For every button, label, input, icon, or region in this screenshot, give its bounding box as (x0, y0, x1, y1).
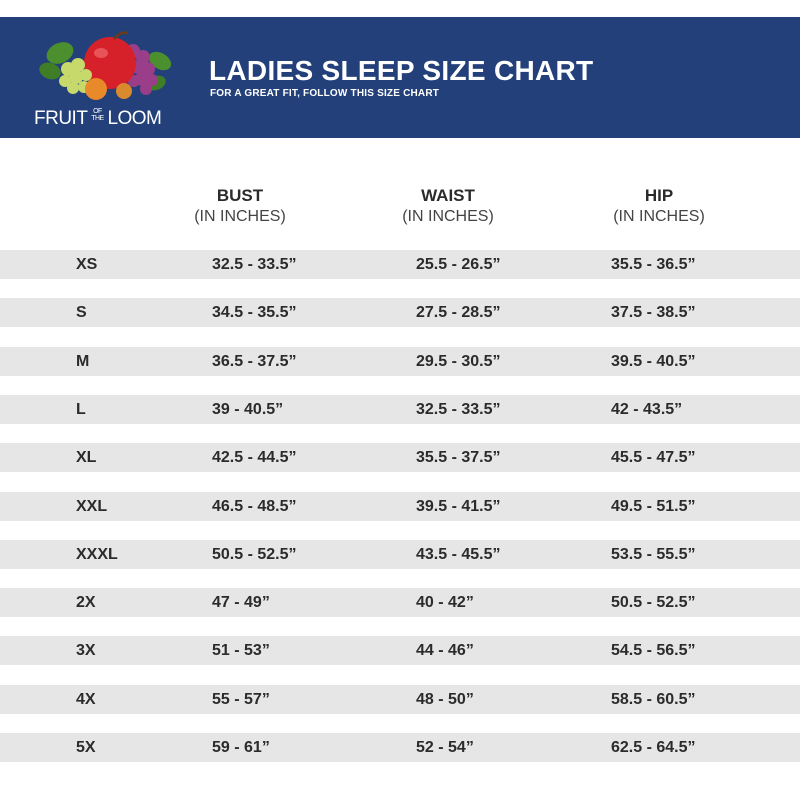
brand-wordmark (34, 108, 161, 130)
size-label: XXXL (76, 546, 118, 563)
size-label: L (76, 401, 86, 418)
table-row (0, 685, 800, 714)
table-row (0, 347, 800, 376)
header-banner (0, 17, 800, 138)
waist-value: 43.5 - 45.5” (416, 546, 501, 563)
waist-value: 25.5 - 26.5” (416, 256, 501, 273)
table-row (0, 492, 800, 521)
column-header-waist (378, 185, 518, 227)
size-label: 4X (76, 691, 96, 708)
size-label: XS (76, 256, 98, 273)
waist-value: 27.5 - 28.5” (416, 304, 501, 321)
table-row (0, 636, 800, 665)
hip-value: 45.5 - 47.5” (611, 449, 696, 466)
bust-value: 59 - 61” (212, 739, 270, 756)
bust-value: 47 - 49” (212, 594, 270, 611)
bust-value: 42.5 - 44.5” (212, 449, 297, 466)
hip-value: 54.5 - 56.5” (611, 642, 696, 659)
brand-word-ofthe (87, 108, 107, 122)
bust-value: 55 - 57” (212, 691, 270, 708)
bust-value: 46.5 - 48.5” (212, 498, 297, 515)
column-unit: (IN INCHES) (402, 208, 494, 225)
page-title: LADIES SLEEP SIZE CHART (209, 55, 594, 86)
hip-value: 58.5 - 60.5” (611, 691, 696, 708)
bust-value: 50.5 - 52.5” (212, 546, 297, 563)
size-label: 2X (76, 594, 96, 611)
bust-value: 32.5 - 33.5” (212, 256, 297, 273)
size-label: M (76, 353, 90, 370)
column-header-bust (170, 185, 310, 227)
waist-value: 39.5 - 41.5” (416, 498, 501, 515)
waist-value: 35.5 - 37.5” (416, 449, 501, 466)
waist-value: 40 - 42” (416, 594, 474, 611)
table-row (0, 733, 800, 762)
hip-value: 49.5 - 51.5” (611, 498, 696, 515)
waist-value: 32.5 - 33.5” (416, 401, 501, 418)
fruit-icon (38, 25, 178, 105)
bust-value: 34.5 - 35.5” (212, 304, 297, 321)
table-row (0, 250, 800, 279)
bust-value: 39 - 40.5” (212, 401, 284, 418)
brand-word-fruit: FRUIT (34, 108, 88, 129)
waist-value: 52 - 54” (416, 739, 474, 756)
size-label: XXL (76, 498, 108, 515)
table-row (0, 540, 800, 569)
table-row (0, 298, 800, 327)
column-header-hip (589, 185, 729, 227)
waist-value: 44 - 46” (416, 642, 474, 659)
column-name: WAIST (421, 186, 475, 205)
hip-value: 53.5 - 55.5” (611, 546, 696, 563)
column-unit: (IN INCHES) (194, 208, 286, 225)
page-subtitle: FOR A GREAT FIT, FOLLOW THIS SIZE CHART (210, 88, 440, 99)
bust-value: 51 - 53” (212, 642, 270, 659)
size-label: 3X (76, 642, 96, 659)
bust-value: 36.5 - 37.5” (212, 353, 297, 370)
size-label: S (76, 304, 87, 321)
table-row (0, 588, 800, 617)
hip-value: 39.5 - 40.5” (611, 353, 696, 370)
waist-value: 48 - 50” (416, 691, 474, 708)
brand-logo (34, 25, 188, 137)
waist-value: 29.5 - 30.5” (416, 353, 501, 370)
brand-word-the: THE (91, 115, 104, 122)
hip-value: 50.5 - 52.5” (611, 594, 696, 611)
column-name: HIP (644, 186, 674, 205)
hip-value: 42 - 43.5” (611, 401, 683, 418)
table-row (0, 395, 800, 424)
table-row (0, 443, 800, 472)
column-unit: (IN INCHES) (613, 208, 705, 225)
size-label: 5X (76, 739, 96, 756)
hip-value: 62.5 - 64.5” (611, 739, 696, 756)
column-name: BUST (216, 186, 264, 205)
hip-value: 37.5 - 38.5” (611, 304, 696, 321)
size-label: XL (76, 449, 97, 466)
brand-word-of: OF (93, 108, 102, 115)
brand-word-loom: LOOM (107, 108, 162, 129)
hip-value: 35.5 - 36.5” (611, 256, 696, 273)
